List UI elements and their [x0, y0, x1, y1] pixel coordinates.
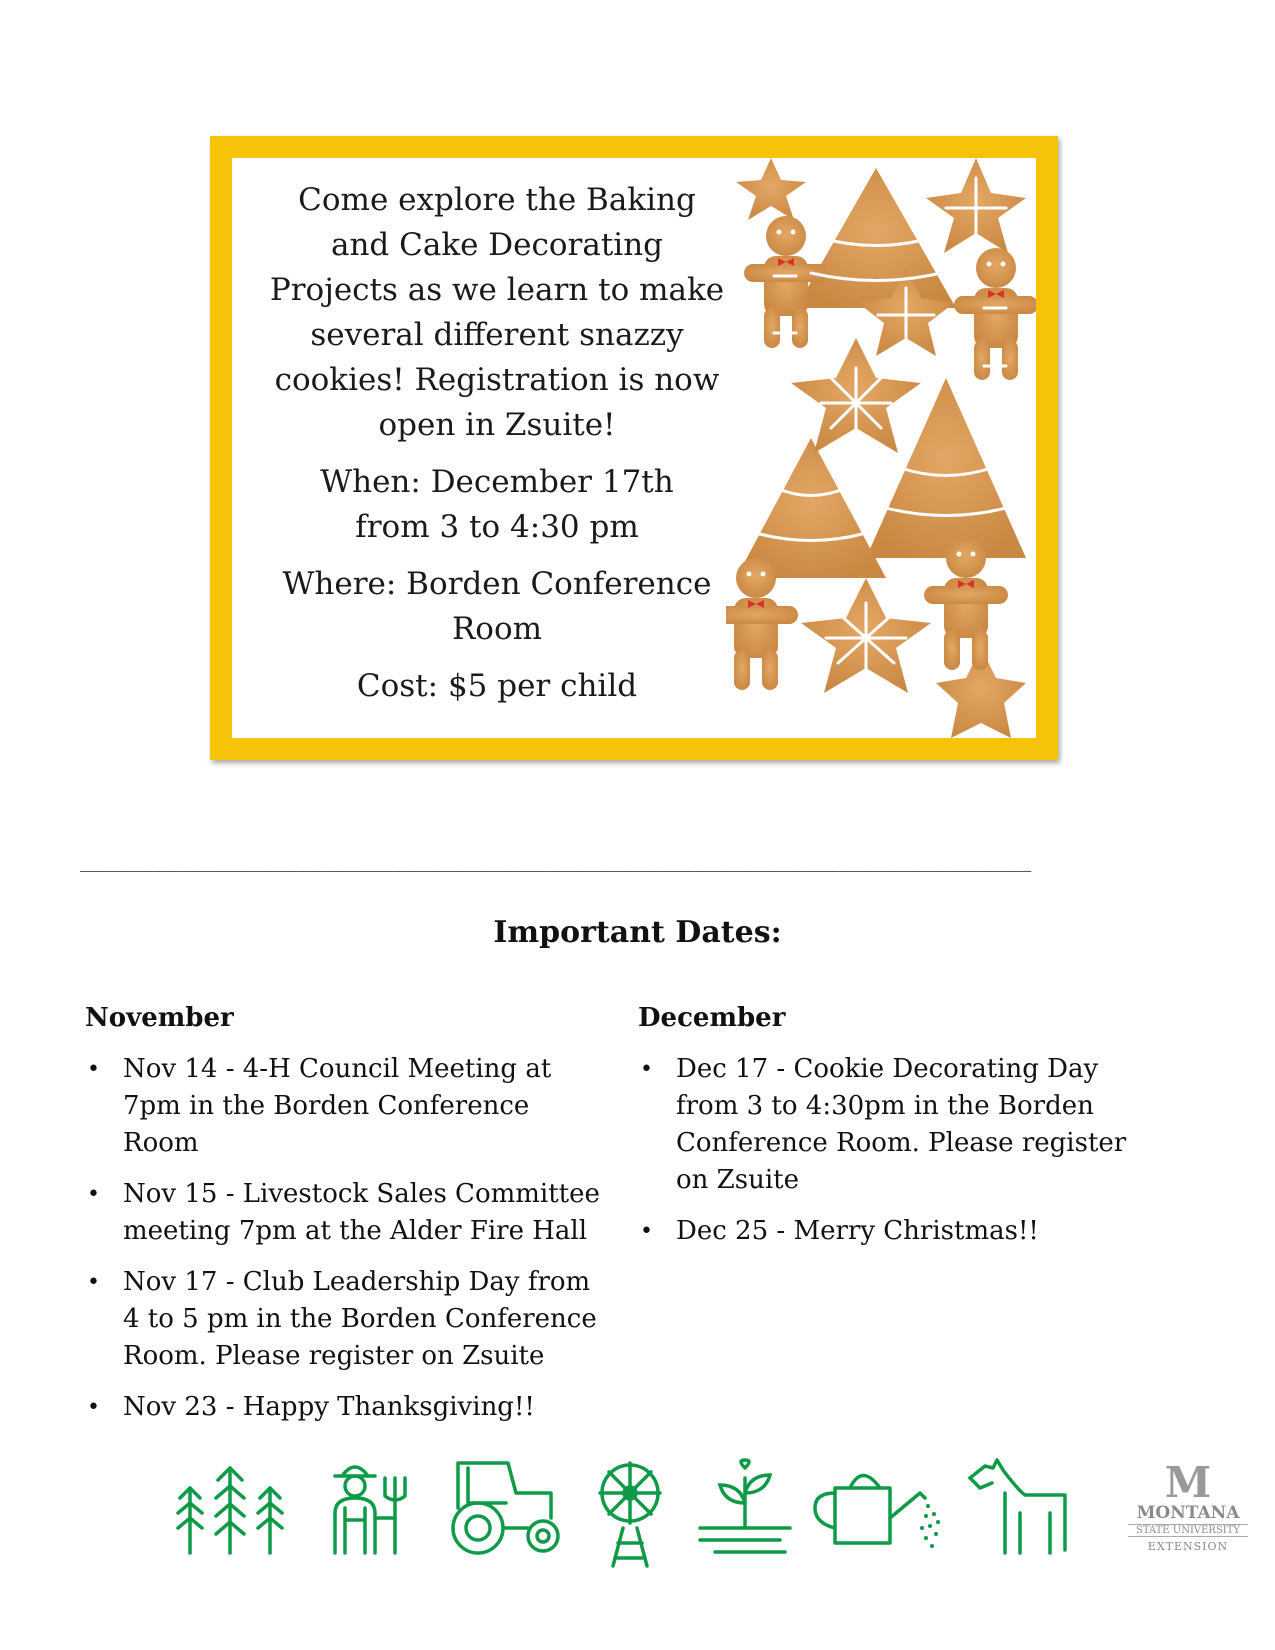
flyer-text — [267, 178, 727, 721]
bullet-icon: • — [640, 1219, 653, 1244]
important-dates-title: Important Dates: — [493, 915, 782, 950]
seedling-icon — [695, 1458, 795, 1558]
windmill-icon — [590, 1458, 670, 1568]
horse-icon — [965, 1458, 1075, 1558]
december-heading: December — [638, 1003, 786, 1033]
bullet-icon: • — [87, 1182, 100, 1207]
list-item: • Nov 15 - Livestock Sales Committee meeting 7pm at the Alder Fire Hall — [85, 1176, 605, 1250]
msu-logo-university: STATE UNIVERSITY — [1128, 1524, 1248, 1537]
msu-logo-mark: M — [1164, 1458, 1212, 1507]
bullet-icon: • — [87, 1057, 100, 1082]
flyer-cost: Cost: $5 per child — [356, 668, 638, 704]
flyer-when — [267, 460, 727, 550]
bullet-icon: • — [87, 1395, 100, 1420]
list-item: • Nov 17 - Club Leadership Day from 4 to 5 pm in the Borden Conference Room. Please register on Zsuite — [85, 1264, 605, 1375]
flyer-where: Where: Borden Conference Room — [282, 566, 712, 647]
tractor-icon — [448, 1458, 568, 1558]
flyer-when-line1: When: December 17th — [320, 464, 674, 500]
december-column — [638, 1003, 1158, 1264]
november-heading: November — [85, 1003, 234, 1033]
bullet-icon: • — [87, 1270, 100, 1295]
december-list — [638, 1051, 1158, 1250]
list-item: • Nov 14 - 4-H Council Meeting at 7pm in the Borden Conference Room — [85, 1051, 605, 1162]
msu-logo-name: MONTANA — [1136, 1503, 1240, 1523]
wheat-icon — [170, 1458, 290, 1558]
list-item: • Nov 23 - Happy Thanksgiving!! — [85, 1389, 605, 1426]
flyer-when-line2: from 3 to 4:30 pm — [355, 509, 639, 545]
list-item: • Dec 25 - Merry Christmas!! — [638, 1213, 1158, 1250]
farmer-icon — [320, 1458, 420, 1558]
flyer-content — [232, 158, 1036, 738]
msu-logo-extension: EXTENSION — [1147, 1540, 1229, 1553]
november-list — [85, 1051, 605, 1426]
msu-extension-logo — [1128, 1458, 1248, 1553]
event-flyer — [210, 136, 1058, 760]
section-divider: _______________________________________________________________________________ — [80, 848, 1032, 872]
watering-can-icon — [810, 1458, 950, 1558]
list-item: • Dec 17 - Cookie Decorating Day from 3 to 4:30pm in the Borden Conference Room. Please register on Zsuite — [638, 1051, 1158, 1199]
footer-icons — [170, 1458, 1260, 1568]
gingerbread-cookies-image — [726, 158, 1036, 738]
bullet-icon: • — [640, 1057, 653, 1082]
november-column — [85, 1003, 605, 1440]
flyer-intro: Come explore the Baking and Cake Decorating Projects as we learn to make several different snazzy cookies! Registration is now open in Zsuite! — [269, 182, 725, 443]
